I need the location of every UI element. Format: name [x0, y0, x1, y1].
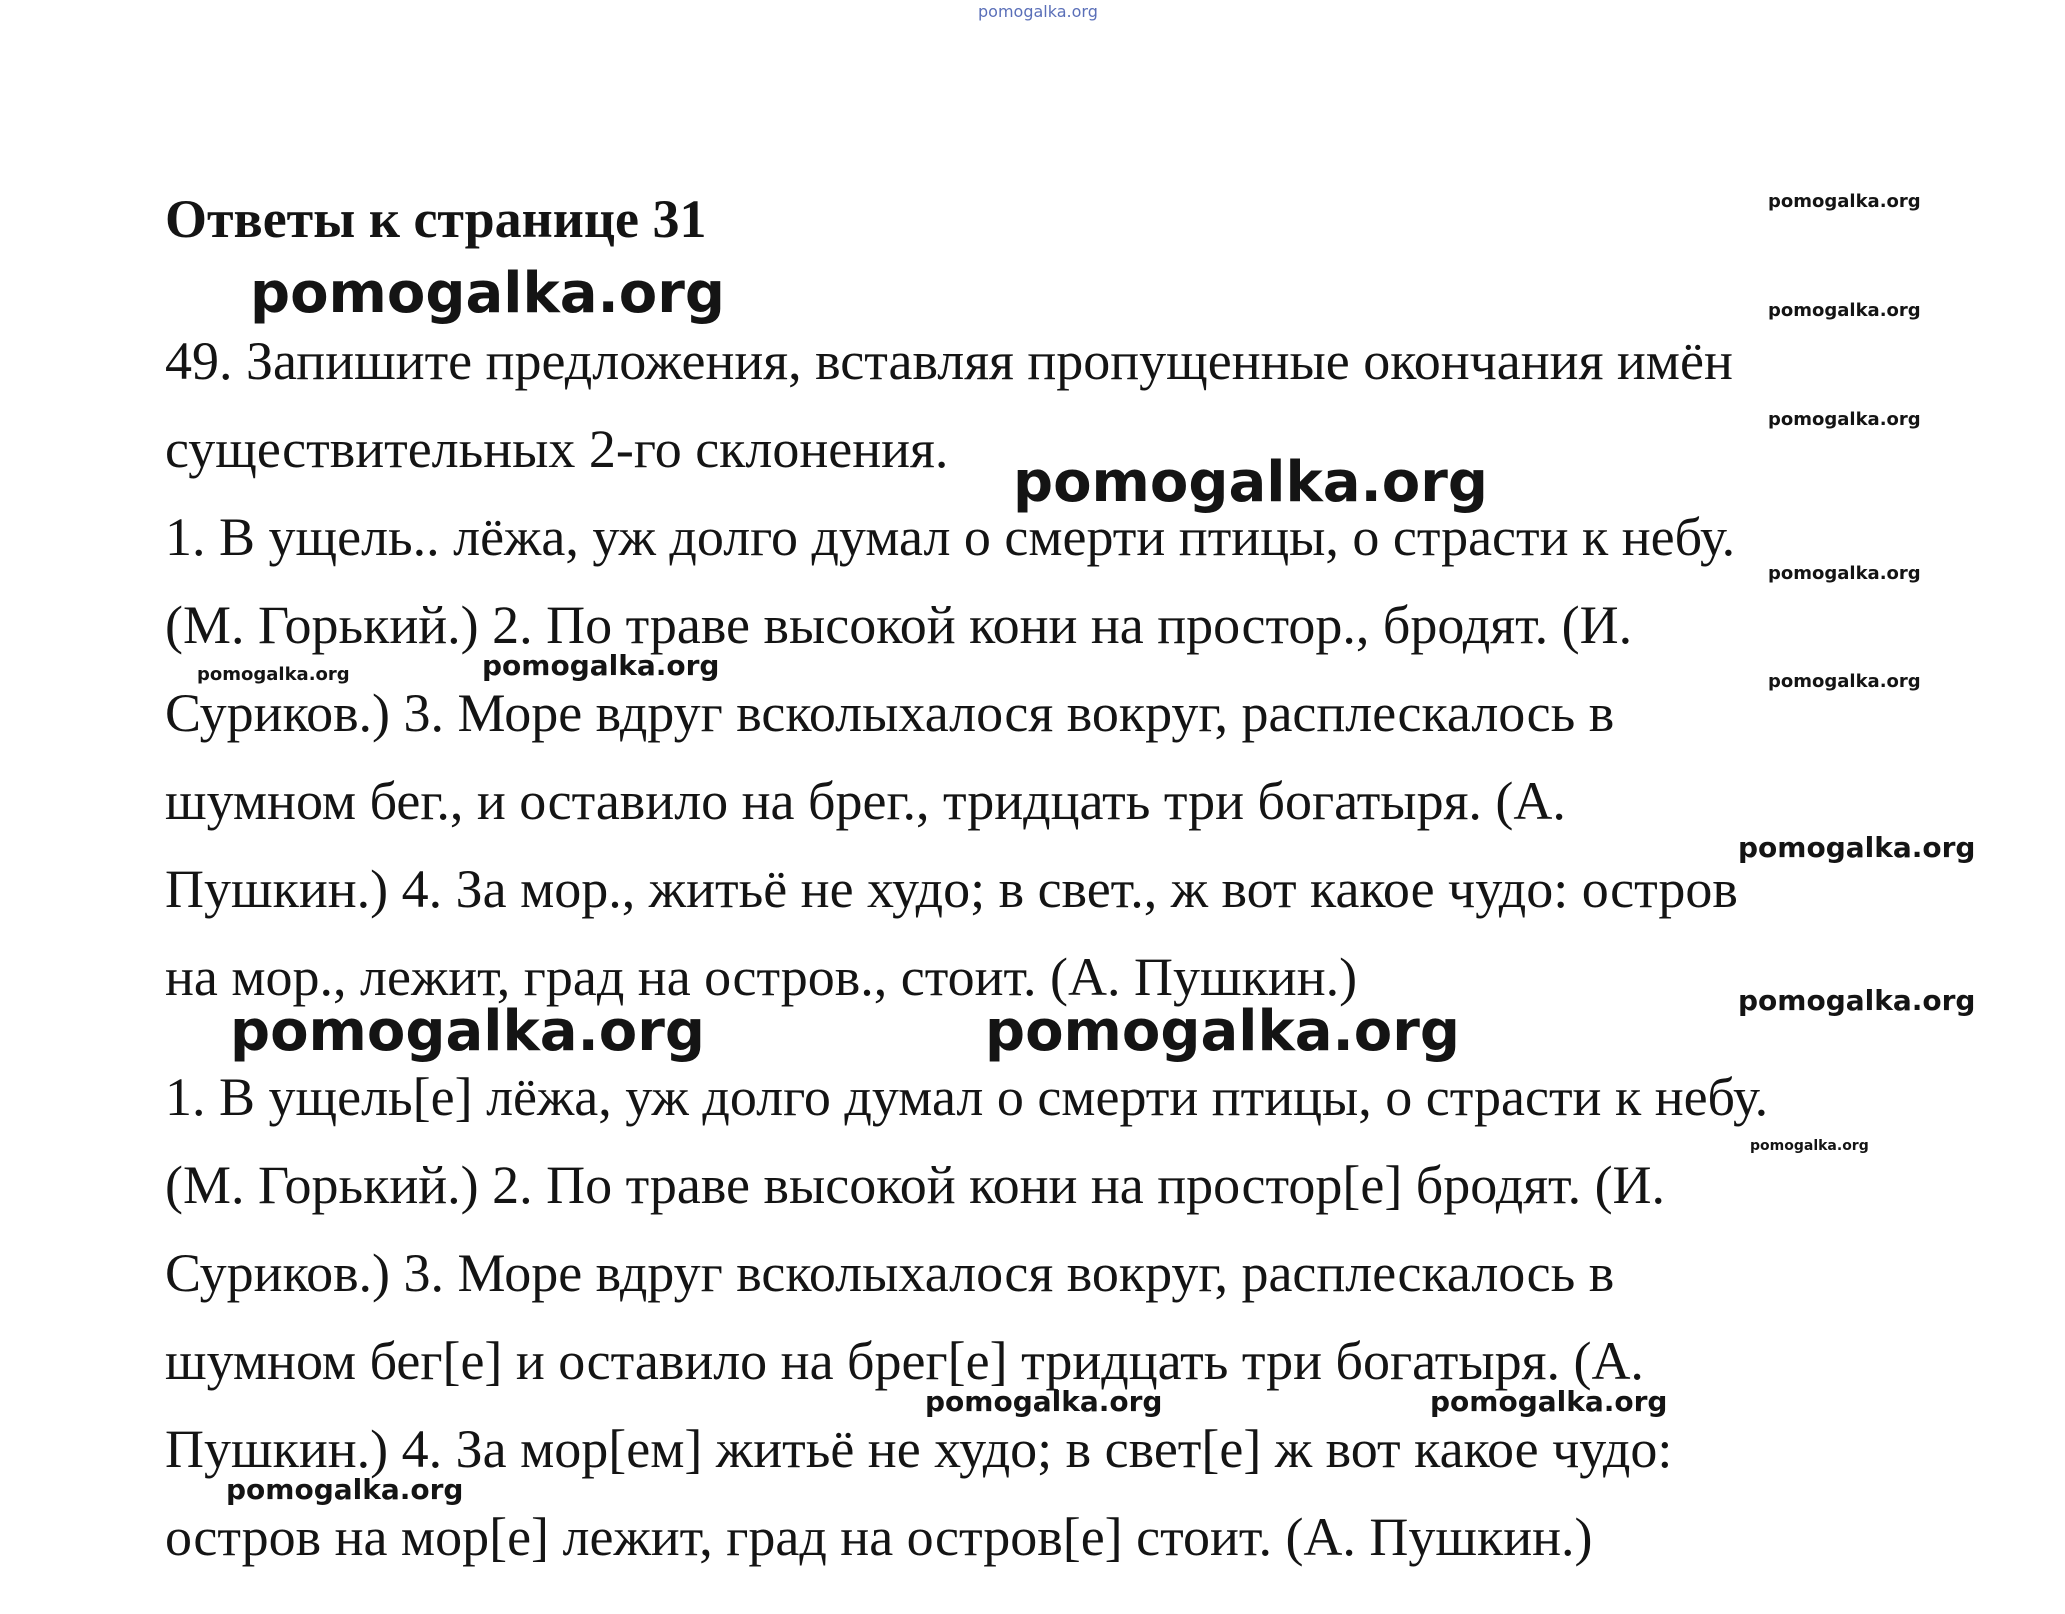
- watermark-medium: pomogalka.org: [226, 1473, 464, 1506]
- exercise-line-5: Пушкин.) 4. За мор., житьё не худо; в свет., ж вот какое чудо: остров: [165, 859, 1738, 919]
- answer-line-4: шумном бег[е] и оставило на брег[е] тридцать три богатыря. (А.: [165, 1331, 1644, 1391]
- watermark-small: pomogalka.org: [1768, 191, 1921, 212]
- answer-line-5: Пушкин.) 4. За мор[ем] житьё не худо; в свет[е] ж вот какое чудо:: [165, 1419, 1673, 1479]
- task-line-1: 49. Запишите предложения, вставляя пропущенные окончания имён: [165, 331, 1733, 391]
- answer-line-6: остров на мор[е] лежит, град на остров[е] стоит. (А. Пушкин.): [165, 1507, 1593, 1567]
- watermark-large: pomogalka.org: [250, 261, 725, 326]
- watermark-small: pomogalka.org: [1750, 1138, 1869, 1154]
- watermark-small: pomogalka.org: [197, 664, 350, 685]
- watermark-medium: pomogalka.org: [482, 649, 720, 682]
- page-title: Ответы к странице 31: [165, 189, 707, 249]
- watermark-small: pomogalka.org: [1768, 671, 1921, 692]
- watermark-medium: pomogalka.org: [1738, 831, 1976, 864]
- exercise-line-1: 1. В ущель.. лёжа, уж долго думал о смерти птицы, о страсти к небу.: [165, 507, 1736, 567]
- watermark-small: pomogalka.org: [1768, 409, 1921, 430]
- answer-line-3: Суриков.) 3. Море вдруг всколыхалося вокруг, расплескалось в: [165, 1243, 1615, 1303]
- watermark-medium: pomogalka.org: [1738, 984, 1976, 1017]
- watermark-small: pomogalka.org: [1768, 300, 1921, 321]
- answer-line-1: 1. В ущель[е] лёжа, уж долго думал о смерти птицы, о страсти к небу.: [165, 1067, 1769, 1127]
- watermark-large: pomogalka.org: [985, 999, 1460, 1064]
- watermark-medium: pomogalka.org: [1430, 1385, 1668, 1418]
- exercise-line-3: Суриков.) 3. Море вдруг всколыхалося вокруг, расплескалось в: [165, 683, 1615, 743]
- exercise-line-4: шумном бег., и оставило на брег., тридцать три богатыря. (А.: [165, 771, 1566, 831]
- watermark-small: pomogalka.org: [1768, 563, 1921, 584]
- exercise-line-2: (М. Горький.) 2. По траве высокой кони на простор., бродят. (И.: [165, 595, 1633, 655]
- watermark-medium: pomogalka.org: [925, 1385, 1163, 1418]
- watermark-large: pomogalka.org: [230, 999, 705, 1064]
- task-line-2: существительных 2-го склонения.: [165, 419, 949, 479]
- exercise-line-6: на мор., лежит, град на остров., стоит. (А. Пушкин.): [165, 947, 1358, 1007]
- watermark-large: pomogalka.org: [1013, 450, 1488, 515]
- watermark-top: pomogalka.org: [978, 2, 1098, 21]
- answer-line-2: (М. Горький.) 2. По траве высокой кони на простор[е] бродят. (И.: [165, 1155, 1666, 1215]
